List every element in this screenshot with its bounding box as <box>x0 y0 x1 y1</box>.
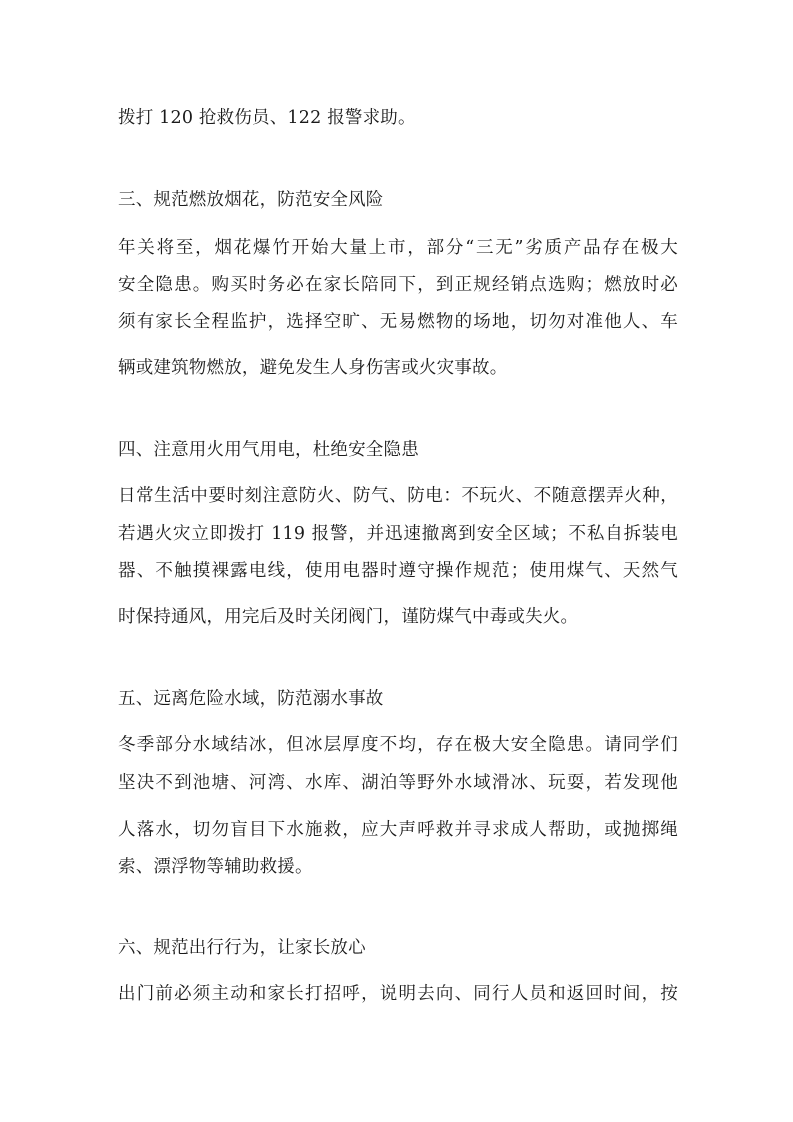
section-5-line-1: 冬季部分水域结冰，但冰层厚度不均，存在极大安全隐患。请同学们 <box>118 735 678 755</box>
section-5-line-4: 索、漂浮物等辅助救援。 <box>118 857 313 877</box>
section-4-line-4: 时保持通风，用完后及时关闭阀门，谨防煤气中毒或失火。 <box>118 607 579 627</box>
intro-text-line: 拨打 120 抢救伤员、122 报警求助。 <box>118 108 416 128</box>
section-4-heading: 四、注意用火用气用电，杜绝安全隐患 <box>118 440 419 460</box>
section-6-line-1: 出门前必须主动和家长打招呼，说明去向、同行人员和返回时间，按 <box>118 984 678 1004</box>
section-3-line-2: 安全隐患。购买时务必在家长陪同下，到正规经销点选购；燃放时必 <box>118 275 678 295</box>
section-4-line-2: 若遇火灾立即拨打 119 报警，并迅速撤离到安全区域；不私自拆装电 <box>118 524 678 544</box>
section-5-line-2: 坚决不到池塘、河湾、水库、湖泊等野外水域滑冰、玩耍，若发现他 <box>118 773 678 793</box>
section-3-line-4: 辆或建筑物燃放，避免发生人身伤害或火灾事故。 <box>118 358 508 378</box>
section-3-line-3: 须有家长全程监护，选择空旷、无易燃物的场地，切勿对准他人、车 <box>118 312 678 332</box>
section-5-line-3: 人落水，切勿盲目下水施救，应大声呼救并寻求成人帮助，或抛掷绳 <box>118 820 678 840</box>
section-3-heading: 三、规范燃放烟花，防范安全风险 <box>118 190 384 210</box>
section-6-heading: 六、规范出行行为，让家长放心 <box>118 938 366 958</box>
section-4-line-1: 日常生活中要时刻注意防火、防气、防电：不玩火、不随意摆弄火种， <box>118 486 678 506</box>
section-3-line-1: 年关将至，烟花爆竹开始大量上市，部分“三无”劣质产品存在极大 <box>118 238 678 258</box>
section-4-line-3: 器、不触摸裸露电线，使用电器时遵守操作规范；使用煤气、天然气 <box>118 561 678 581</box>
section-5-heading: 五、远离危险水域，防范溺水事故 <box>118 689 384 709</box>
